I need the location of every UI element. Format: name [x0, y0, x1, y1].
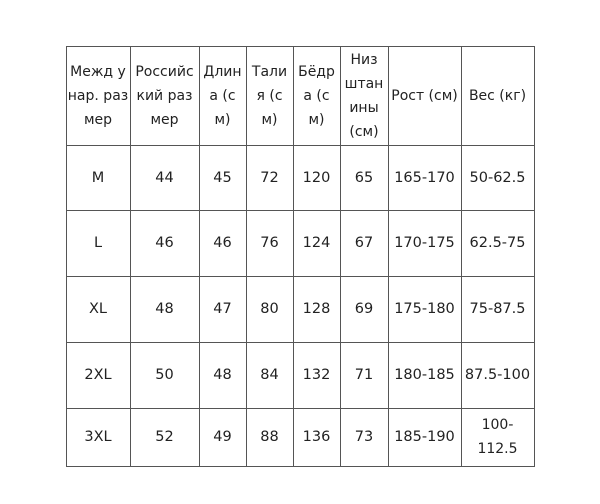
table-cell: 185-190: [394, 429, 455, 445]
table-cell: 65: [354, 169, 374, 186]
table-line: [66, 466, 535, 467]
table-cell: 80: [260, 301, 279, 317]
table-cell: 175-180: [394, 301, 455, 317]
table-cell: XL: [88, 301, 107, 317]
table-cell: 69: [354, 301, 374, 317]
table-cell: 75-87.5: [469, 301, 526, 317]
header-hips: Бёдр а (с м): [298, 63, 335, 128]
size-chart-table: [66, 46, 535, 467]
table-cell: 124: [302, 235, 331, 251]
header-weight: Вес (кг): [468, 87, 527, 104]
table-cell: 72: [260, 169, 279, 186]
table-cell: 100- 112.5: [477, 417, 518, 457]
table-cell: 52: [155, 429, 174, 445]
table-cell: 73: [354, 429, 374, 445]
table-cell: 2XL: [84, 367, 112, 383]
table-cell: 67: [354, 235, 374, 251]
table-cell: 132: [302, 367, 331, 383]
table-cell: 49: [213, 429, 232, 445]
table-cell: 50-62.5: [469, 169, 526, 186]
table-cell: 180-185: [394, 367, 455, 383]
table-cell: 48: [155, 301, 174, 317]
table-cell: 46: [155, 235, 174, 251]
table-cell: 44: [155, 169, 174, 186]
table-line: [534, 46, 535, 467]
table-cell: 45: [213, 169, 232, 186]
header-length: Длин а (с м): [203, 63, 242, 128]
table-cell: 3XL: [84, 429, 112, 445]
table-cell: 62.5-75: [469, 235, 526, 251]
table-cell: 47: [213, 301, 232, 317]
table-cell: 88: [260, 429, 279, 445]
table-cell: L: [93, 235, 103, 251]
table-cell: 46: [213, 235, 232, 251]
table-cell: M: [91, 169, 105, 186]
table-cell: 170-175: [394, 235, 455, 251]
header-waist: Тали я (с м): [251, 63, 288, 128]
header-height: Рост (см): [391, 87, 458, 104]
header-intl-size: Межд у нар. раз мер: [67, 63, 129, 128]
table-cell: 165-170: [394, 169, 455, 186]
table-cell: 50: [155, 367, 174, 383]
table-cell: 128: [302, 301, 331, 317]
table-cell: 87.5-100: [464, 367, 531, 383]
table-cell: 120: [302, 169, 331, 186]
header-russian-size: Российс кий раз мер: [135, 63, 194, 128]
table-cell: 71: [354, 367, 374, 383]
table-cell: 48: [213, 367, 232, 383]
header-leg-opening: Низ штан ины (см): [344, 51, 384, 140]
table-cell: 136: [302, 429, 331, 445]
table-cell: 84: [260, 367, 279, 383]
table-cell: 76: [260, 235, 279, 251]
